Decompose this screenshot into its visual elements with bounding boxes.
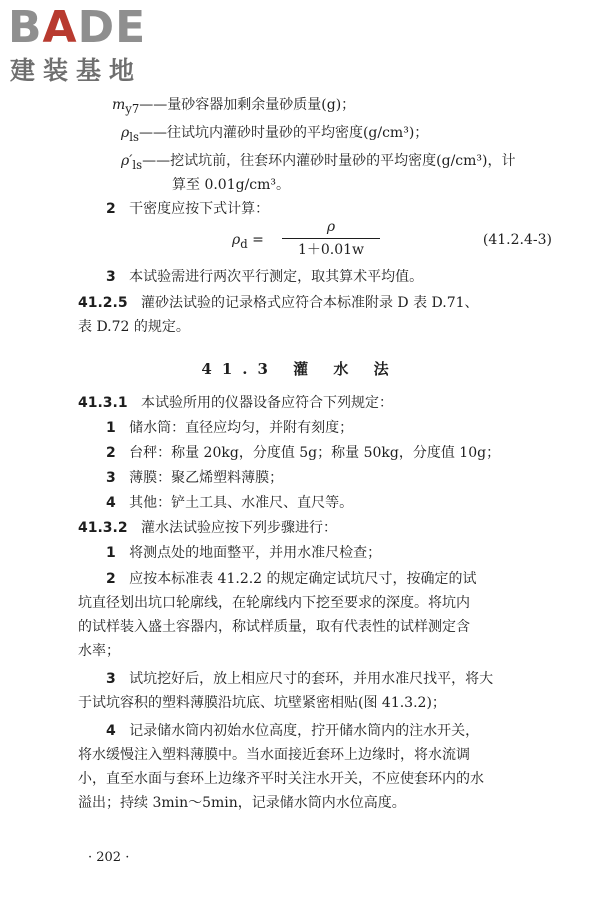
symbol: ρ	[121, 125, 130, 141]
list-item	[106, 494, 353, 512]
list-item	[106, 469, 283, 487]
symbol-subscript: ls	[129, 129, 139, 144]
list-item	[106, 444, 500, 462]
item-text: 其他：铲土工具、水准尺、直尺等。	[129, 495, 354, 511]
list-item	[106, 419, 353, 437]
item-text-continuation: 的试样装入盛土容器内，称试样质量，取有代表性的试样测定含	[78, 619, 470, 635]
item-text-continuation: 水率；	[78, 643, 120, 659]
page-number: · 202 ·	[88, 850, 130, 865]
clause-41-2-5	[78, 294, 479, 312]
clause-text: 本试验所用的仪器设备应符合下列规定：	[140, 395, 393, 411]
formula-lhs	[232, 232, 264, 251]
formula-lhs-symbol: ρ	[232, 232, 241, 248]
formula-equals: =	[252, 232, 264, 248]
item-number: 2	[106, 571, 116, 587]
item-text: 试坑挖好后，放上相应尺寸的套环，并用水准尺找平，将大	[129, 671, 494, 687]
item-number: 2	[106, 201, 116, 217]
clause-text: 灌水法试验应按下列步骤进行：	[140, 520, 337, 536]
fraction-bar	[282, 238, 380, 239]
definition-rho-prime-ls	[121, 152, 515, 174]
clause-number: 41.2.5	[78, 295, 128, 311]
item-text-continuation: 坑直径划出坑口轮廓线，在轮廓线内下挖至要求的深度。将坑内	[78, 595, 470, 611]
list-item	[106, 722, 479, 740]
item-text: 将测点处的地面整平，并用水准尺检查；	[129, 545, 382, 561]
list-item-2	[106, 200, 269, 218]
item-text: 本试验需进行两次平行测定，取其算术平均值。	[129, 269, 424, 285]
definition-continuation: 算至 0.01g/cm³。	[172, 177, 291, 193]
definition-m-y7	[112, 96, 355, 118]
logo-letter-accent: A	[42, 2, 78, 53]
clause-number: 41.3.2	[78, 520, 128, 536]
item-text: 台秤：称量 20kg，分度值 5g；称量 50kg，分度值 10g；	[129, 445, 501, 461]
formula-41-2-4-3	[232, 218, 592, 262]
item-number: 4	[106, 495, 116, 511]
item-number: 3	[106, 470, 116, 486]
item-text: 记录储水筒内初始水位高度，拧开储水筒内的注水开关，	[129, 723, 480, 739]
list-item-3	[106, 268, 423, 286]
item-text-continuation: 溢出；持续 3min～5min，记录储水筒内水位高度。	[78, 795, 406, 811]
list-item	[106, 570, 477, 588]
item-number: 2	[106, 445, 116, 461]
symbol: ρ′	[121, 153, 133, 169]
clause-number: 41.3.1	[78, 395, 128, 411]
equation-number: (41.2.4-3)	[482, 232, 552, 248]
formula-numerator: ρ	[326, 219, 336, 235]
clause-text-continuation: 表 D.72 的规定。	[78, 319, 190, 335]
logo-letters-suffix: DE	[77, 2, 147, 53]
item-text: 干密度应按下式计算：	[129, 201, 270, 217]
clause-41-3-1	[78, 394, 393, 412]
symbol-subscript: ls	[132, 157, 143, 172]
formula-lhs-subscript: d	[240, 236, 248, 251]
definition-text: ——往试坑内灌砂时量砂的平均密度(g/cm³)；	[138, 125, 429, 141]
item-text: 薄膜：聚乙烯塑料薄膜；	[129, 470, 284, 486]
symbol-subscript: y7	[125, 101, 140, 116]
item-text-continuation: 将水缓慢注入塑料薄膜中。当水面接近套环上边缘时，将水流调	[78, 747, 470, 763]
brand-logo-wordmark	[8, 2, 147, 53]
list-item	[106, 670, 493, 688]
list-item	[106, 544, 381, 562]
definition-text: ——量砂容器加剩余量砂质量(g)；	[139, 97, 356, 113]
clause-41-3-2	[78, 519, 337, 537]
item-number: 1	[106, 545, 116, 561]
definition-text: ——挖试坑前，往套环内灌砂时量砂的平均密度(g/cm³)，计	[142, 153, 516, 169]
formula-fraction	[282, 218, 380, 259]
clause-text: 灌砂法试验的记录格式应符合本标准附录 D 表 D.71、	[140, 295, 479, 311]
item-text: 应按本标准表 41.2.2 的规定确定试坑尺寸，按确定的试	[129, 571, 477, 587]
brand-logo-subtitle: 建装基地	[10, 56, 143, 85]
logo-letters-prefix: B	[8, 2, 43, 53]
item-number: 1	[106, 420, 116, 436]
section-heading: 41.3 灌 水 法	[201, 360, 399, 378]
item-text-continuation: 于试坑容积的塑料薄膜沿坑底、坑壁紧密相贴(图 41.3.2)；	[78, 695, 446, 711]
definition-rho-ls	[121, 124, 428, 146]
item-text: 储水筒：直径应均匀，并附有刻度；	[129, 420, 354, 436]
item-number: 3	[106, 269, 116, 285]
symbol: m	[112, 97, 126, 113]
brand-logo	[8, 2, 180, 86]
item-number: 4	[106, 723, 116, 739]
item-number: 3	[106, 671, 116, 687]
item-text-continuation: 小，直至水面与套环上边缘齐平时关注水开关，不应使套环内的水	[78, 771, 484, 787]
formula-denominator: 1＋0.01w	[297, 242, 365, 258]
